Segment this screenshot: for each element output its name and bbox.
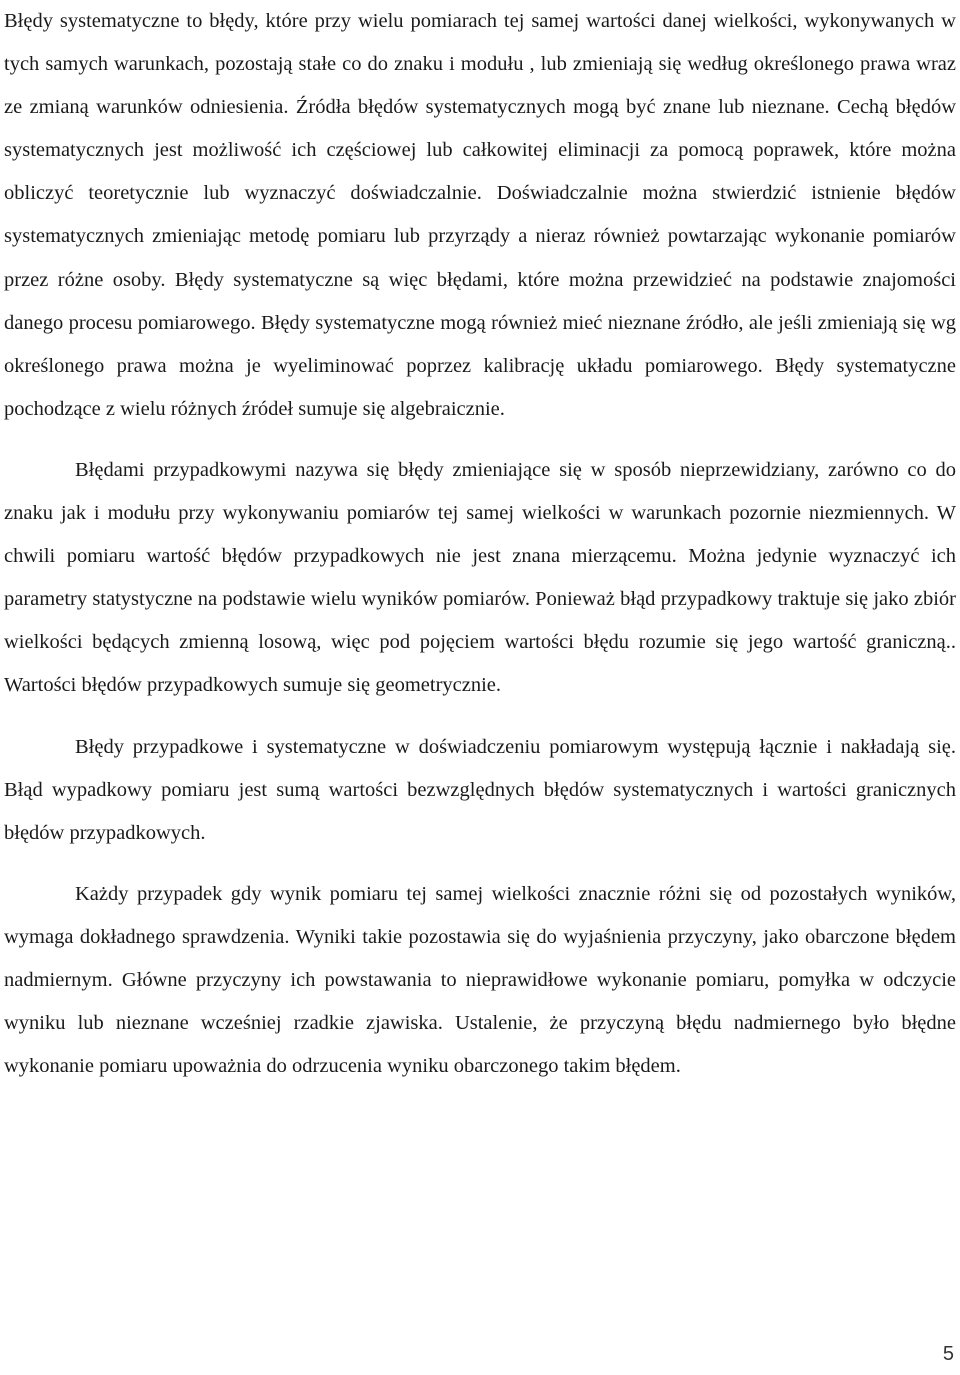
paragraph-random-errors: Błędami przypadkowymi nazywa się błędy zmieniające się w sposób nieprzewidziany, zarówno co do znaku jak i modułu przy wykonywaniu pomiarów tej samej wielkości w warunkach pozornie niezmiennych. W chwili pomiaru wartość błędów przypadkowych nie jest znana mierzącemu. Można jedynie wyznaczyć ich parametry statystyczne na podstawie wielu wyników pomiarów. Ponieważ błąd przypadkowy traktuje się jako zbiór wielkości będących zmienną losową, więc pod pojęciem wartości błędu rozumie się jego wartość graniczną.. Wartości błędów przypadkowych sumuje się geometrycznie.: [4, 458, 956, 697]
paragraph-gap: [4, 431, 956, 449]
paragraph-combined-errors: Błędy przypadkowe i systematyczne w doświadczeniu pomiarowym występują łącznie i nakładają się. Błąd wypadkowy pomiaru jest sumą wartości bezwzględnych błędów systematycznych i wartości granicznych błędów przypadkowych.: [4, 735, 956, 844]
paragraph-gap: [4, 855, 956, 873]
page-number: 5: [942, 1343, 954, 1365]
paragraph-gap: [4, 708, 956, 726]
paragraph-gross-errors: Każdy przypadek gdy wynik pomiaru tej samej wielkości znacznie różni się od pozostałych wyników, wymaga dokładnego sprawdzenia. Wyniki takie pozostawia się do wyjaśnienia przyczyny, jako obarczone błędem nadmiernym. Główne przyczyny ich powstawania to nieprawidłowe wykonanie pomiaru, pomyłka w odczycie wyniku lub nieznane wcześniej rzadkie zjawiska. Ustalenie, że przyczyną błędu nadmiernego było błędne wykonanie pomiaru upoważnia do odrzucenia wyniku obarczonego takim błędem.: [4, 882, 956, 1078]
document-page: [4, 0, 956, 1088]
paragraph-systematic-errors: Błędy systematyczne to błędy, które przy wielu pomiarach tej samej wartości danej wielkości, wykonywanych w tych samych warunkach, pozostają stałe co do znaku i modułu , lub zmieniają się według określonego prawa wraz ze zmianą warunków odniesienia. Źródła błędów systematycznych mogą być znane lub nieznane. Cechą błędów systematycznych jest możliwość ich częściowej lub całkowitej eliminacji za pomocą poprawek, które można obliczyć teoretycznie lub wyznaczyć doświadczalnie. Doświadczalnie można stwierdzić istnienie błędów systematycznych zmieniając metodę pomiaru lub przyrządy a nieraz również powtarzając wykonanie pomiarów przez różne osoby. Błędy systematyczne są więc błędami, które można przewidzieć na podstawie znajomości danego procesu pomiarowego. Błędy systematyczne mogą również mieć nieznane źródło, ale jeśli zmieniają się wg określonego prawa można je wyeliminować poprzez kalibrację układu pomiarowego. Błędy systematyczne pochodzące z wielu różnych źródeł sumuje się algebraicznie.: [4, 10, 956, 420]
